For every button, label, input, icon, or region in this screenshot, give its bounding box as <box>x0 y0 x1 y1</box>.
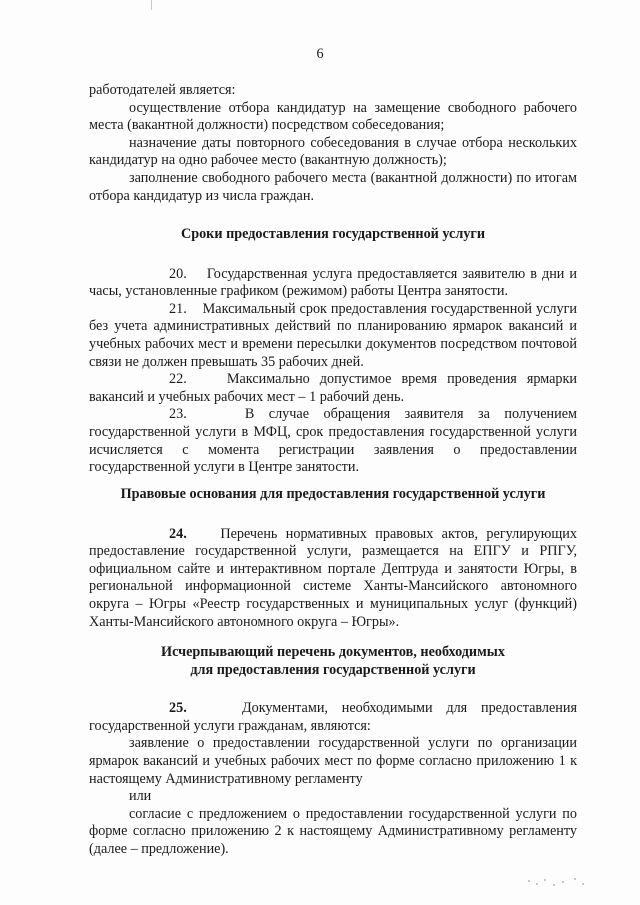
section-heading: Сроки предоставления государственной услуги <box>180 226 486 242</box>
document-item-application: заявление о предоставлении государственной услуги по организации ярмарок вакансий и учебных рабочих мест по форме согласно приложению 1 к настоящему Административному регламенту <box>89 735 577 787</box>
paragraph-number: 24. <box>169 525 187 542</box>
document-item-consent: согласие с предложением о предоставлении государственной услуги по форме согласно приложению 2 к настоящему Административному регламенту (далее – предложение). <box>89 805 577 857</box>
paragraph-number: 21. <box>169 300 187 317</box>
or-connector: или <box>129 788 152 805</box>
section-heading-line2: для предоставления государственной услуги <box>190 661 476 678</box>
section-heading: Правовые основания для предоставления государственной услуги <box>120 486 546 502</box>
paragraph-text: Перечень нормативных правовых актов, регулирующих предоставление государственной услуги, размещается на ЕПГУ и РПГУ, официальном сайте и интерактивном портале Дептруда и занятости Югры, в региональной информационной системе Ханты-Мансийского автономного округа – Югры «Реестр государственных и муниципальных услуг (функций) Ханты-Мансийского автономного округа – Югры». <box>89 525 577 630</box>
scan-mark <box>151 0 152 10</box>
paragraph-22 <box>89 371 577 406</box>
paragraph-text: Государственная услуга предоставляется заявителю в дни и часы, установленные графиком (режимом) работы Центра занятости. <box>89 265 577 300</box>
paragraph-24 <box>89 526 577 632</box>
paragraph-text: В случае обращения заявителя за получением государственной услуги в МФЦ, срок предоставления государственной услуги исчисляется с момента регистрации заявления о предоставлении государственной услуги в Центре занятости. <box>89 406 577 476</box>
paragraph-23 <box>89 406 577 476</box>
paragraph-25 <box>89 700 577 735</box>
section-heading-line1: Исчерпывающий перечень документов, необходимых <box>161 644 505 660</box>
paragraph-number: 25. <box>169 700 187 717</box>
scan-noise <box>522 875 592 889</box>
paragraph-number: 20. <box>169 265 187 282</box>
section-legal <box>89 486 577 631</box>
paragraph-number: 23. <box>169 406 187 423</box>
page-number: 6 <box>316 46 324 62</box>
paragraph-number: 22. <box>169 371 187 388</box>
paragraph-text: Максимальный срок предоставления государственной услуги без учета административных действий по планированию ярмарок вакансий и учебных рабочих мест и времени пересылки документов посредством почтовой связи не должен превышать 35 рабочих дней. <box>89 300 577 370</box>
section-docs <box>89 644 577 859</box>
intro-first-line: работодателей является: <box>89 82 236 98</box>
paragraph-20 <box>89 266 577 301</box>
intro-item: осуществление отбора кандидатур на замещение свободного рабочего места (вакантной должности) посредством собеседования; <box>89 99 577 134</box>
intro-item: назначение даты повторного собеседования в случае отбора нескольких кандидатур на одно рабочее место (вакантную должность); <box>89 134 577 169</box>
intro-item: заполнение свободного рабочего места (вакантной должности) по итогам отбора кандидатур из числа граждан. <box>89 169 577 204</box>
paragraph-text: Документами, необходимыми для предоставления государственной услуги гражданам, являются: <box>89 700 578 734</box>
paragraph-text: Максимально допустимое время проведения ярмарки вакансий и учебных рабочих мест – 1 рабочий день. <box>89 371 578 405</box>
paragraph-21 <box>89 301 577 371</box>
intro-block <box>89 82 577 205</box>
section-terms <box>89 226 577 477</box>
